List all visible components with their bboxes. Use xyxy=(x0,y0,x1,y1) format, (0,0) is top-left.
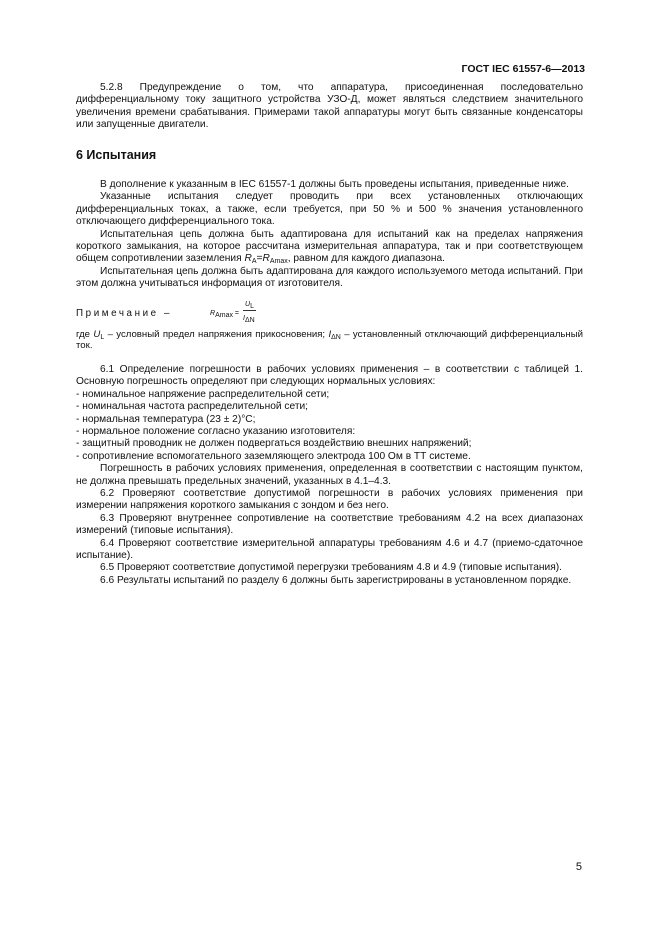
fraction-bar xyxy=(243,310,256,311)
list-item: - нормальная температура (23 ± 2)°С; xyxy=(76,413,256,425)
page-body xyxy=(76,82,583,587)
document-header: ГОСТ IEC 61557-6—2013 xyxy=(461,63,585,75)
page-number: 5 xyxy=(575,861,582,873)
paragraph-test-circuit: Испытательная цепь должна быть адаптирована для испытаний как на пределах напряжения короткого замыкания, на которое рассчитана измерительная аппаратура, так и при соответствующем общем сопротивлении заземления $R_A=R_{Amax}$, равном для каждого диапазона. xyxy=(76,228,583,266)
section-title: 6 Испытания xyxy=(76,147,157,162)
paragraph-test-currents: Указанные испытания следует проводить при всех установленных отключающих дифференциальных токах, а также, если требуется, при 50 % и 500 % значения установленного отключающего дифференциального тока. xyxy=(76,191,583,228)
list-item: - защитный проводник не должен подвергаться воздействию внешних напряжений; xyxy=(76,438,472,450)
paragraph-6-4: 6.4 Проверяют соответствие измерительной аппаратуры требованиям 4.6 и 4.7 (приемо-сдаточное испытание). xyxy=(76,537,583,561)
list-item: - номинальное напряжение распределительной сети; xyxy=(76,388,330,400)
paragraph-intro: В дополнение к указанным в IEC 61557-1 должны быть проведены испытания, приведенные ниже. xyxy=(100,179,569,191)
paragraph-5-2-8: 5.2.8 Предупреждение о том, что аппаратура, присоединенная последовательно дифференциальному току защитного устройства УЗО-Д, может являться следствием значительного увеличения времени срабатывания. Примерами такой аппаратуры могут быть связанные конденсаторы или запущенные двигатели. xyxy=(76,82,583,131)
paragraph-6-3: 6.3 Проверяют внутреннее сопротивление на соответствие требованиям 4.2 на всех диапазонах измерений (типовые испытания). xyxy=(76,512,583,537)
paragraph-6-6: 6.6 Результаты испытаний по разделу 6 должны быть зарегистрированы в установленном порядке. xyxy=(100,574,572,586)
paragraph-test-methods: Испытательная цепь должна быть адаптирована для каждого используемого метода испытаний. При этом должна учитываться информация от изготовителя. xyxy=(76,265,583,290)
note-explanation: где $U_L$ – условный предел напряжения прикосновения; $I_{\Delta N}$ – установленный отключающий дифференциальный ток. xyxy=(76,328,583,352)
conditions-list xyxy=(76,389,583,463)
list-item: - номинальная частота распределительной сети; xyxy=(76,401,309,413)
paragraph-6-1: 6.1 Определение погрешности в рабочих условиях применения – в соответствии с таблицей 1. Основную погрешность определяют при следующих нормальных условиях: xyxy=(76,363,583,388)
list-item: - сопротивление вспомогательного заземляющего электрода 100 Ом в ТТ системе. xyxy=(76,450,471,462)
formula-ramax: $R_{Amax}$ = $U_L$ $I_{\Delta N}$ xyxy=(210,300,255,324)
list-item: - нормальное положение согласно указанию изготовителя: xyxy=(76,425,356,437)
paragraph-6-2: 6.2 Проверяют соответствие допустимой погрешности в рабочих условиях применения при измерении напряжения короткого замыкания с зондом и без него. xyxy=(76,487,583,512)
note-block xyxy=(76,299,583,329)
note-label: Примечание – xyxy=(76,307,173,319)
paragraph-6-1-tail: Погрешность в рабочих условиях применения, определенная в соответствии с настоящим пунктом, не должна превышать предельных значений, указанных в 4.1–4.3. xyxy=(76,463,583,487)
paragraph-6-5: 6.5 Проверяют соответствие допустимой перегрузки требованиям 4.8 и 4.9 (типовые испытания). xyxy=(100,562,562,574)
